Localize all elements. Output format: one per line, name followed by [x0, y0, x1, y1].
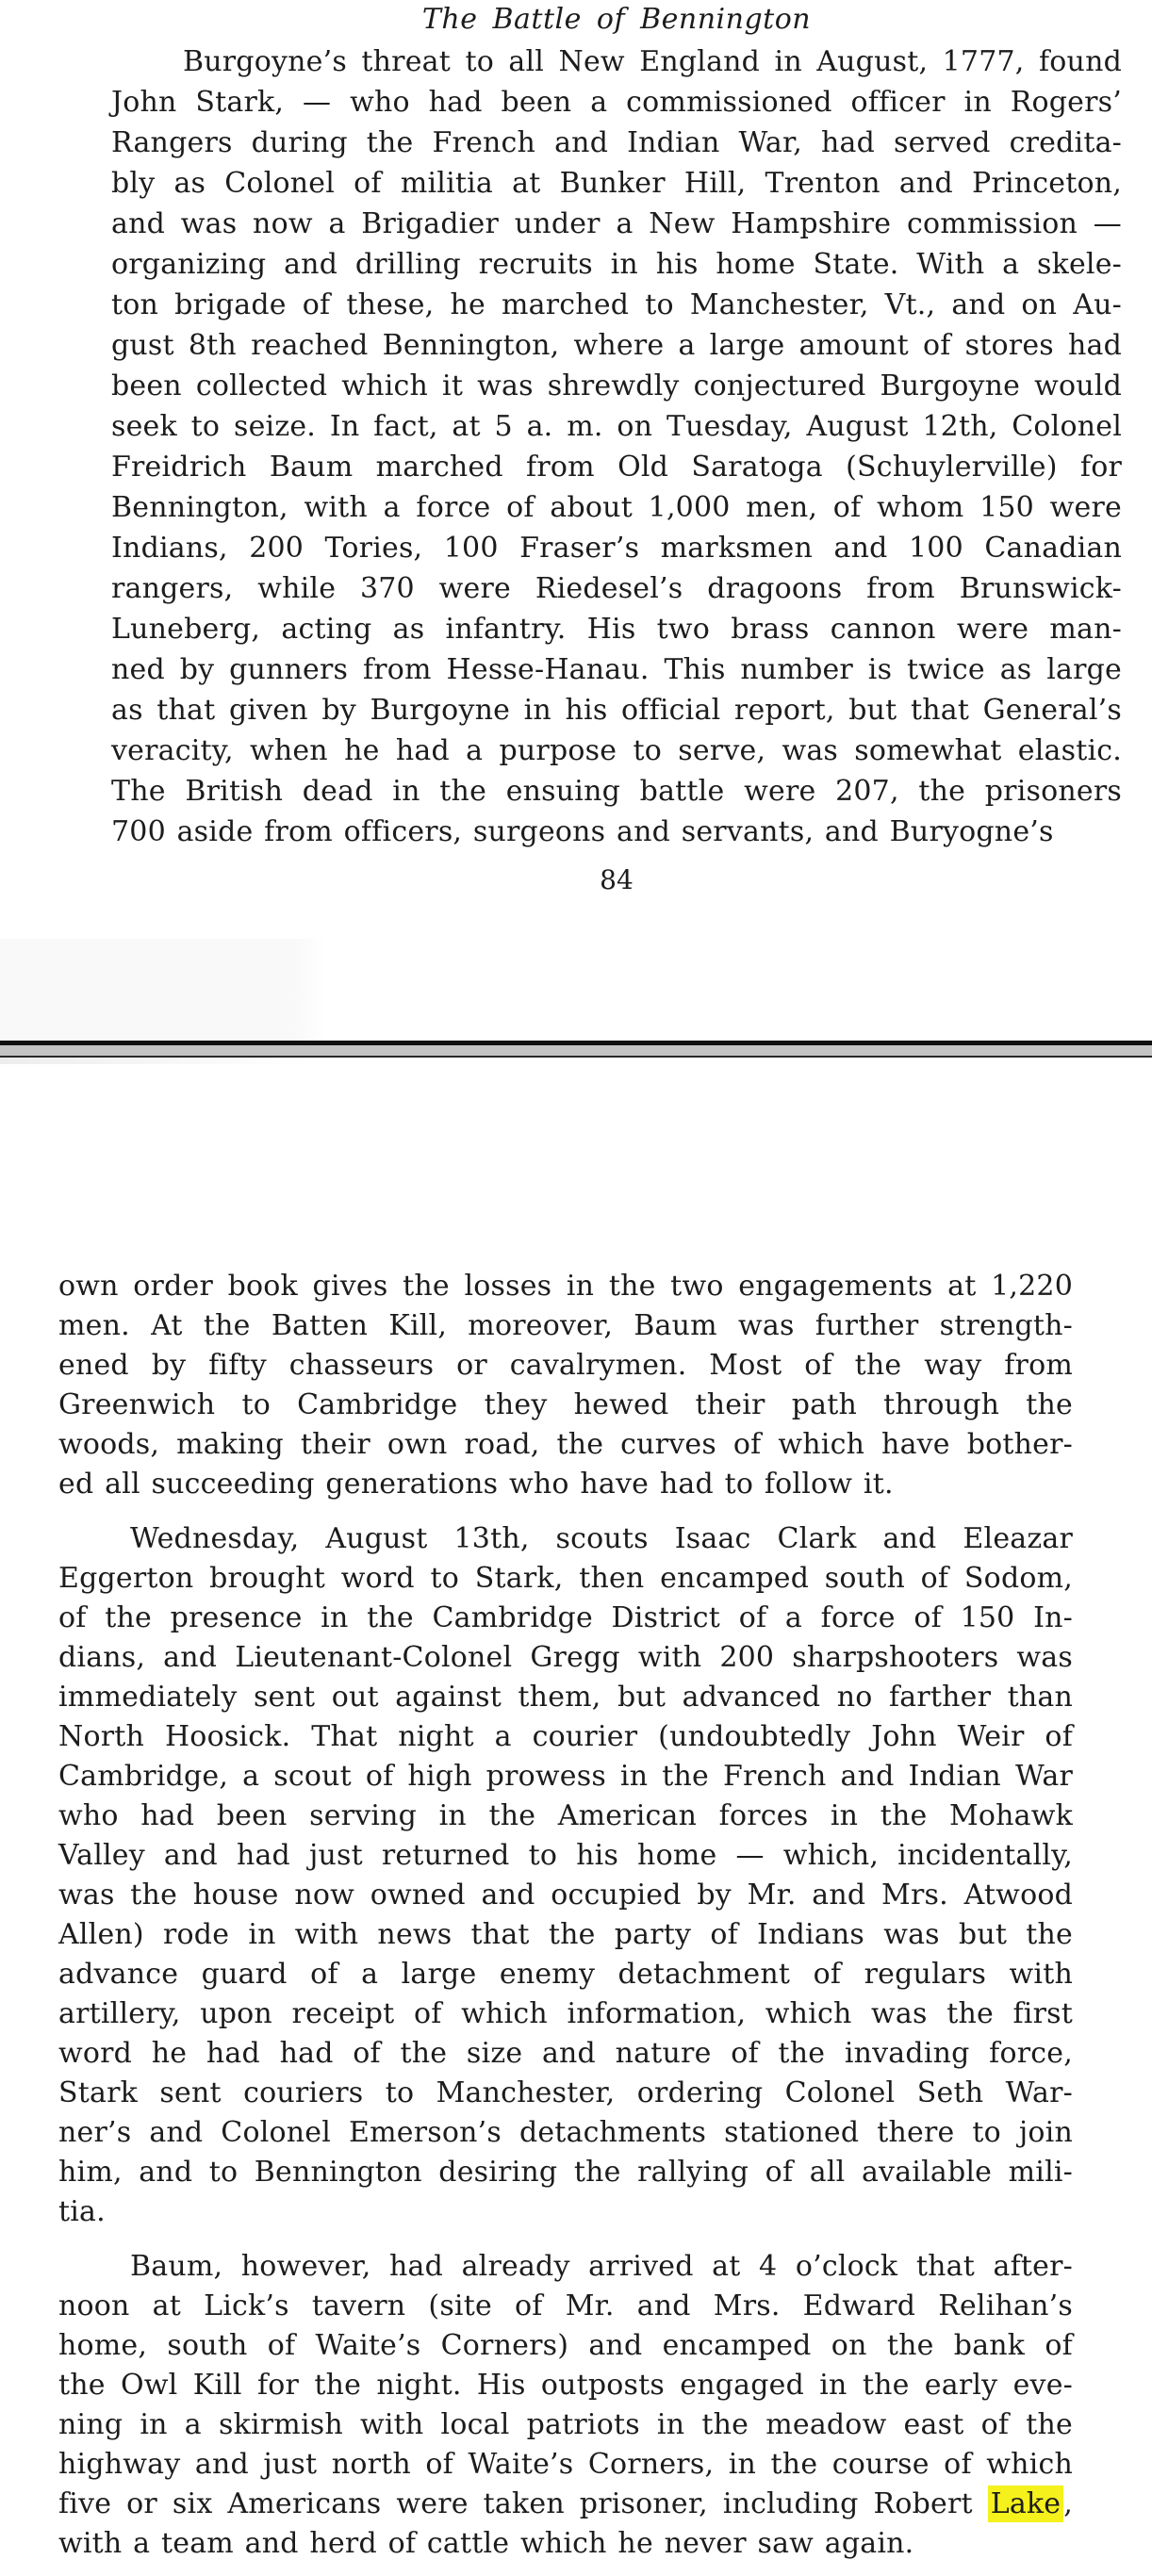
text-line: artillery, upon receipt of which information, which was the first [58, 1997, 1073, 2030]
text-line: was the house now owned and occupied by Mr. and Mrs. Atwood [58, 1879, 1073, 1911]
text-line: him, and to Bennington desiring the rallying of all available mili- [58, 2156, 1073, 2189]
text-line: Valley and had just returned to his home — which, incidentally, [58, 1839, 1073, 1872]
page-1 [111, 0, 1122, 895]
text-line: Greenwich to Cambridge they hewed their path through the [58, 1388, 1073, 1421]
page-2 [58, 1267, 1073, 2564]
text-line: Indians, 200 Tories, 100 Fraser’s marksmen and 100 Canadian [111, 532, 1122, 565]
page-divider-shadow [0, 1058, 311, 1064]
text-line: Baum, however, had already arrived at 4 o’clock that after- [130, 2250, 1073, 2283]
text-line: bly as Colonel of militia at Bunker Hill, Trenton and Princeton, [111, 167, 1122, 200]
page1-body [111, 41, 1122, 852]
body-paragraph [58, 2247, 1073, 2564]
text-line: immediately sent out against them, but advanced no farther than [58, 1681, 1073, 1714]
text-line: John Stark, — who had been a commissioned officer in Rogers’ [111, 86, 1122, 119]
text-line [58, 2485, 1073, 2524]
text-line: and was now a Brigadier under a New Hampshire commission — [111, 207, 1122, 240]
text-line: who had been serving in the American forces in the Mohawk [58, 1799, 1073, 1832]
text-line: ned by gunners from Hesse-Hanau. This number is twice as large [111, 653, 1122, 686]
text-line: ner’s and Colonel Emerson’s detachments stationed there to join [58, 2116, 1073, 2149]
scan-artifact-block [0, 939, 326, 1041]
text-line: Freidrich Baum marched from Old Saratoga (Schuylerville) for [111, 451, 1122, 484]
body-paragraph [111, 41, 1122, 852]
text-line: highway and just north of Waite’s Corners, in the course of which [58, 2448, 1073, 2481]
text-line: advance guard of a large enemy detachment of regulars with [58, 1958, 1073, 1991]
text-line: woods, making their own road, the curves of which have bother- [58, 1428, 1073, 1461]
text-line: the Owl Kill for the night. His outposts engaged in the early eve- [58, 2369, 1073, 2402]
text-line: The British dead in the ensuing battle were 207, the prisoners [111, 775, 1122, 808]
text-line: Bennington, with a force of about 1,000 men, of whom 150 were [111, 491, 1122, 524]
text-line: as that given by Burgoyne in his official report, but that General’s [111, 694, 1122, 727]
text-line: dians, and Lieutenant-Colonel Gregg with 200 sharpshooters was [58, 1641, 1073, 1674]
text-line: of the presence in the Cambridge District of a force of 150 In- [58, 1601, 1073, 1634]
text-line: own order book gives the losses in the two engagements at 1,220 [58, 1270, 1073, 1303]
text-line: with a team and herd of cattle which he never saw again. [58, 2527, 914, 2560]
text-line: Allen) rode in with news that the party of Indians was but the [58, 1918, 1073, 1951]
text-line: organizing and drilling recruits in his home State. With a skele- [111, 248, 1122, 281]
text-line: gust 8th reached Bennington, where a large amount of stores had [111, 329, 1122, 362]
highlighted-word: Lake [988, 2486, 1064, 2522]
text-line: tia. [58, 2195, 106, 2228]
text-line: word he had had of the size and nature of the invading force, [58, 2037, 1073, 2070]
text-line: Wednesday, August 13th, scouts Isaac Clark and Eleazar [130, 1522, 1073, 1555]
text-line: 700 aside from officers, surgeons and servants, and Buryogne’s [111, 815, 1054, 848]
body-paragraph [58, 1519, 1073, 2232]
text-line: ton brigade of these, he marched to Manchester, Vt., and on Au- [111, 288, 1122, 321]
text-line: Stark sent couriers to Manchester, ordering Colonel Seth War- [58, 2076, 1073, 2109]
text-line: North Hoosick. That night a courier (undoubtedly John Weir of [58, 1720, 1073, 1753]
text-line: home, south of Waite’s Corners) and encamped on the bank of [58, 2329, 1073, 2362]
page-number: 84 [600, 864, 634, 895]
text-line: veracity, when he had a purpose to serve, was somewhat elastic. [111, 734, 1122, 767]
text-line: Burgoyne’s threat to all New England in August, 1777, found [183, 45, 1122, 78]
text-line: noon at Lick’s tavern (site of Mr. and Mrs. Edward Relihan’s [58, 2289, 1073, 2322]
text-line: Eggerton brought word to Stark, then encamped south of Sodom, [58, 1562, 1073, 1595]
text-line: men. At the Batten Kill, moreover, Baum was further strength- [58, 1309, 1073, 1342]
text-line: ning in a skirmish with local patriots in the meadow east of the [58, 2408, 1073, 2441]
text-line: Rangers during the French and Indian War, had served credita- [111, 126, 1122, 159]
page-divider [0, 1041, 1152, 1058]
text-line: Cambridge, a scout of high prowess in the French and Indian War [58, 1760, 1073, 1793]
text-line: been collected which it was shrewdly conjectured Burgoyne would [111, 369, 1122, 402]
text-line: rangers, while 370 were Riedesel’s dragoons from Brunswick- [111, 572, 1122, 605]
text-line: Luneberg, acting as infantry. His two brass cannon were man- [111, 613, 1122, 646]
text-segment: five or six Americans were taken prisoner, including Robert [58, 2487, 988, 2520]
page-title: The Battle of Bennington [421, 3, 812, 36]
text-line: ened by fifty chasseurs or cavalrymen. Most of the way from [58, 1349, 1073, 1382]
text-line: ed all succeeding generations who have had to follow it. [58, 1468, 894, 1501]
text-segment: , [1063, 2487, 1073, 2520]
text-line: seek to seize. In fact, at 5 a. m. on Tuesday, August 12th, Colonel [111, 410, 1122, 443]
body-paragraph [58, 1267, 1073, 1504]
